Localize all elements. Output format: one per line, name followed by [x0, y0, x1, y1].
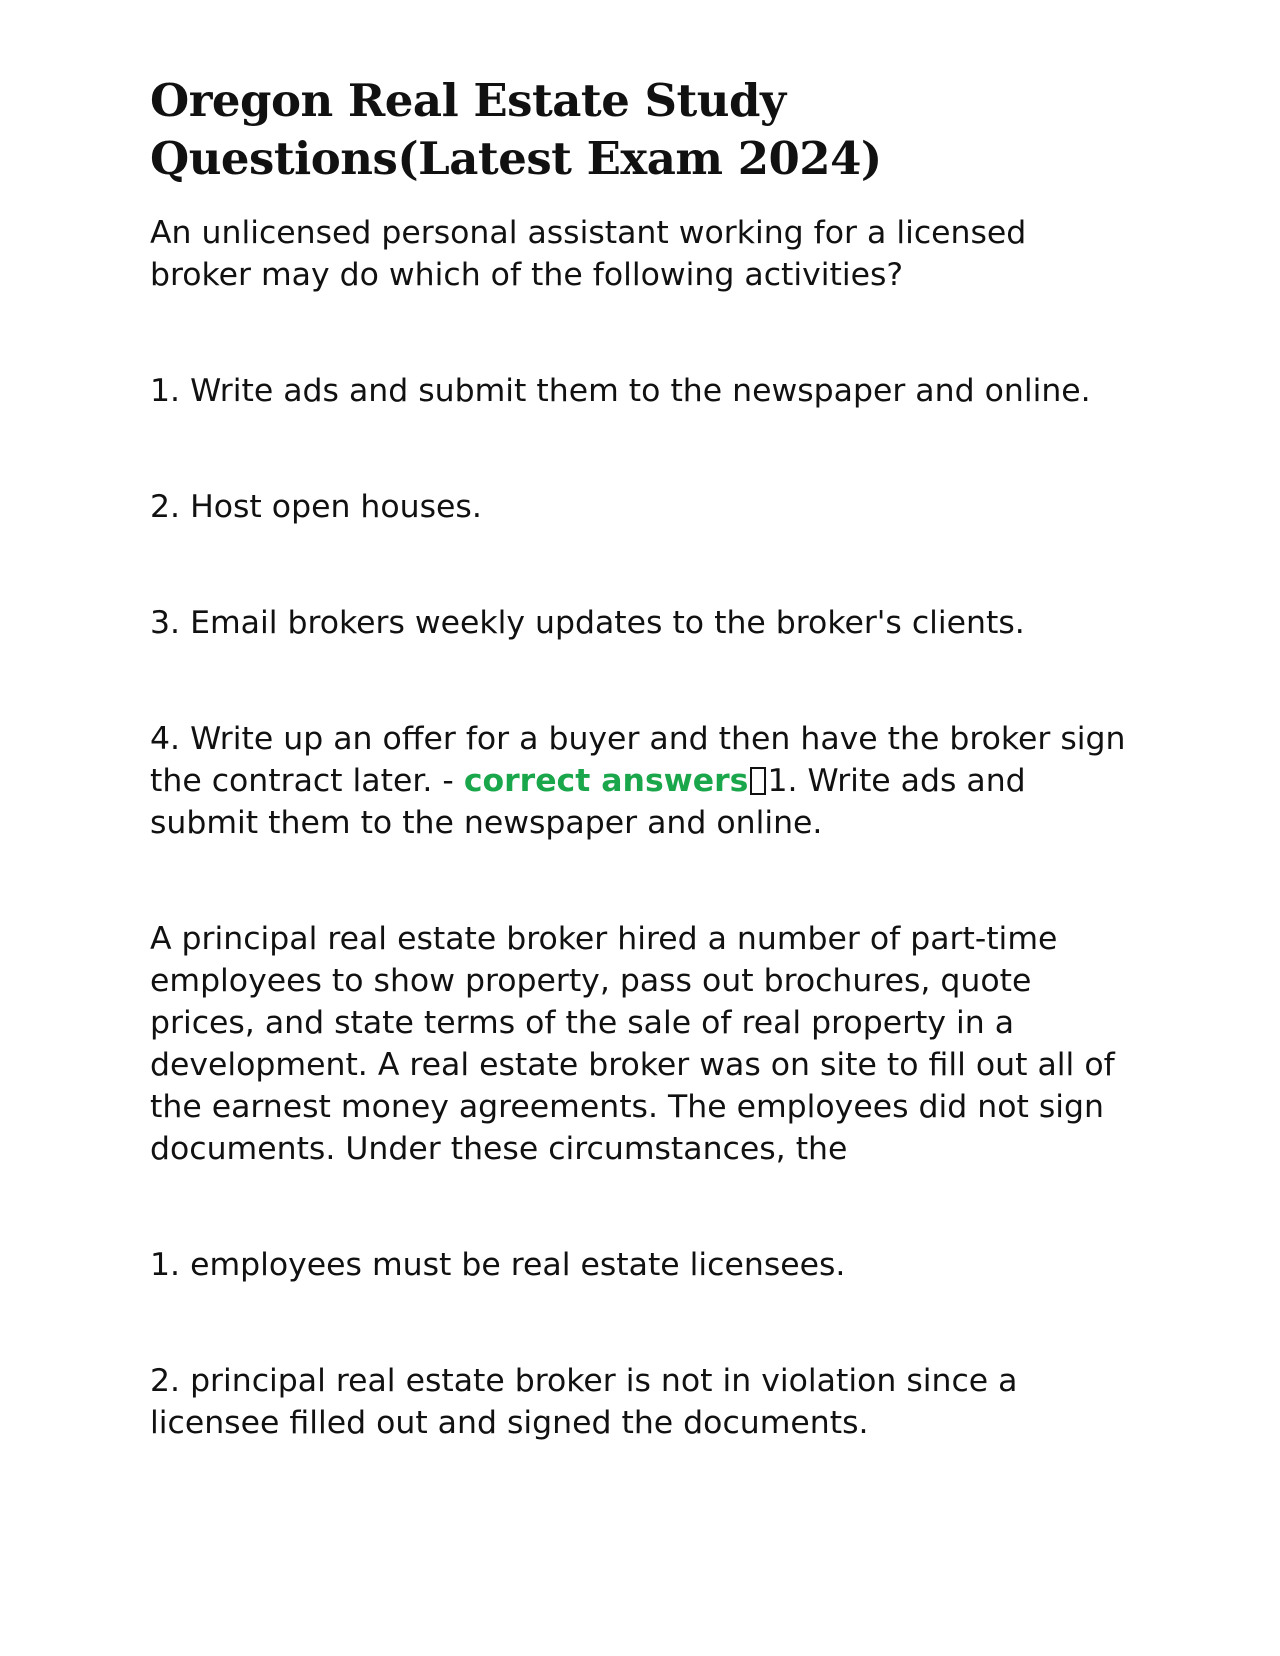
- question-2-option-2: 2. principal real estate broker is not in violation since a licensee filled out and signed the documents.: [150, 1363, 1018, 1441]
- question-1-option-3: 3. Email brokers weekly updates to the broker's clients.: [150, 605, 1025, 641]
- correct-answers-label: correct answers: [463, 763, 749, 799]
- question-1-option-4: 4. Write up an offer for a buyer and then have the broker sign the contract later. -: [150, 721, 1126, 799]
- missing-glyph-icon: [750, 767, 766, 795]
- question-1-answer: 1. Write ads and submit them to the newspaper and online.: [150, 763, 1026, 841]
- document-title: Oregon Real Estate Study Questions(Latest Exam 2024): [150, 74, 882, 185]
- question-1-option-2: 2. Host open houses.: [150, 489, 482, 525]
- question-2-text: A principal real estate broker hired a number of part-time employees to show property, pass out brochures, quote prices, and state terms of the sale of real property in a development. A real estate broker was on site to fill out all of the earnest money agreements. The employees did not sign documents. Under these circumstances, the: [150, 921, 1115, 1167]
- question-1-option-1: 1. Write ads and submit them to the newspaper and online.: [150, 373, 1091, 409]
- document-page: [150, 72, 1130, 1444]
- question-1-text: An unlicensed personal assistant working for a licensed broker may do which of the following activities?: [150, 215, 1027, 293]
- question-1-option-4-with-answer: [150, 718, 1130, 844]
- question-2-option-1: 1. employees must be real estate licensees.: [150, 1247, 846, 1283]
